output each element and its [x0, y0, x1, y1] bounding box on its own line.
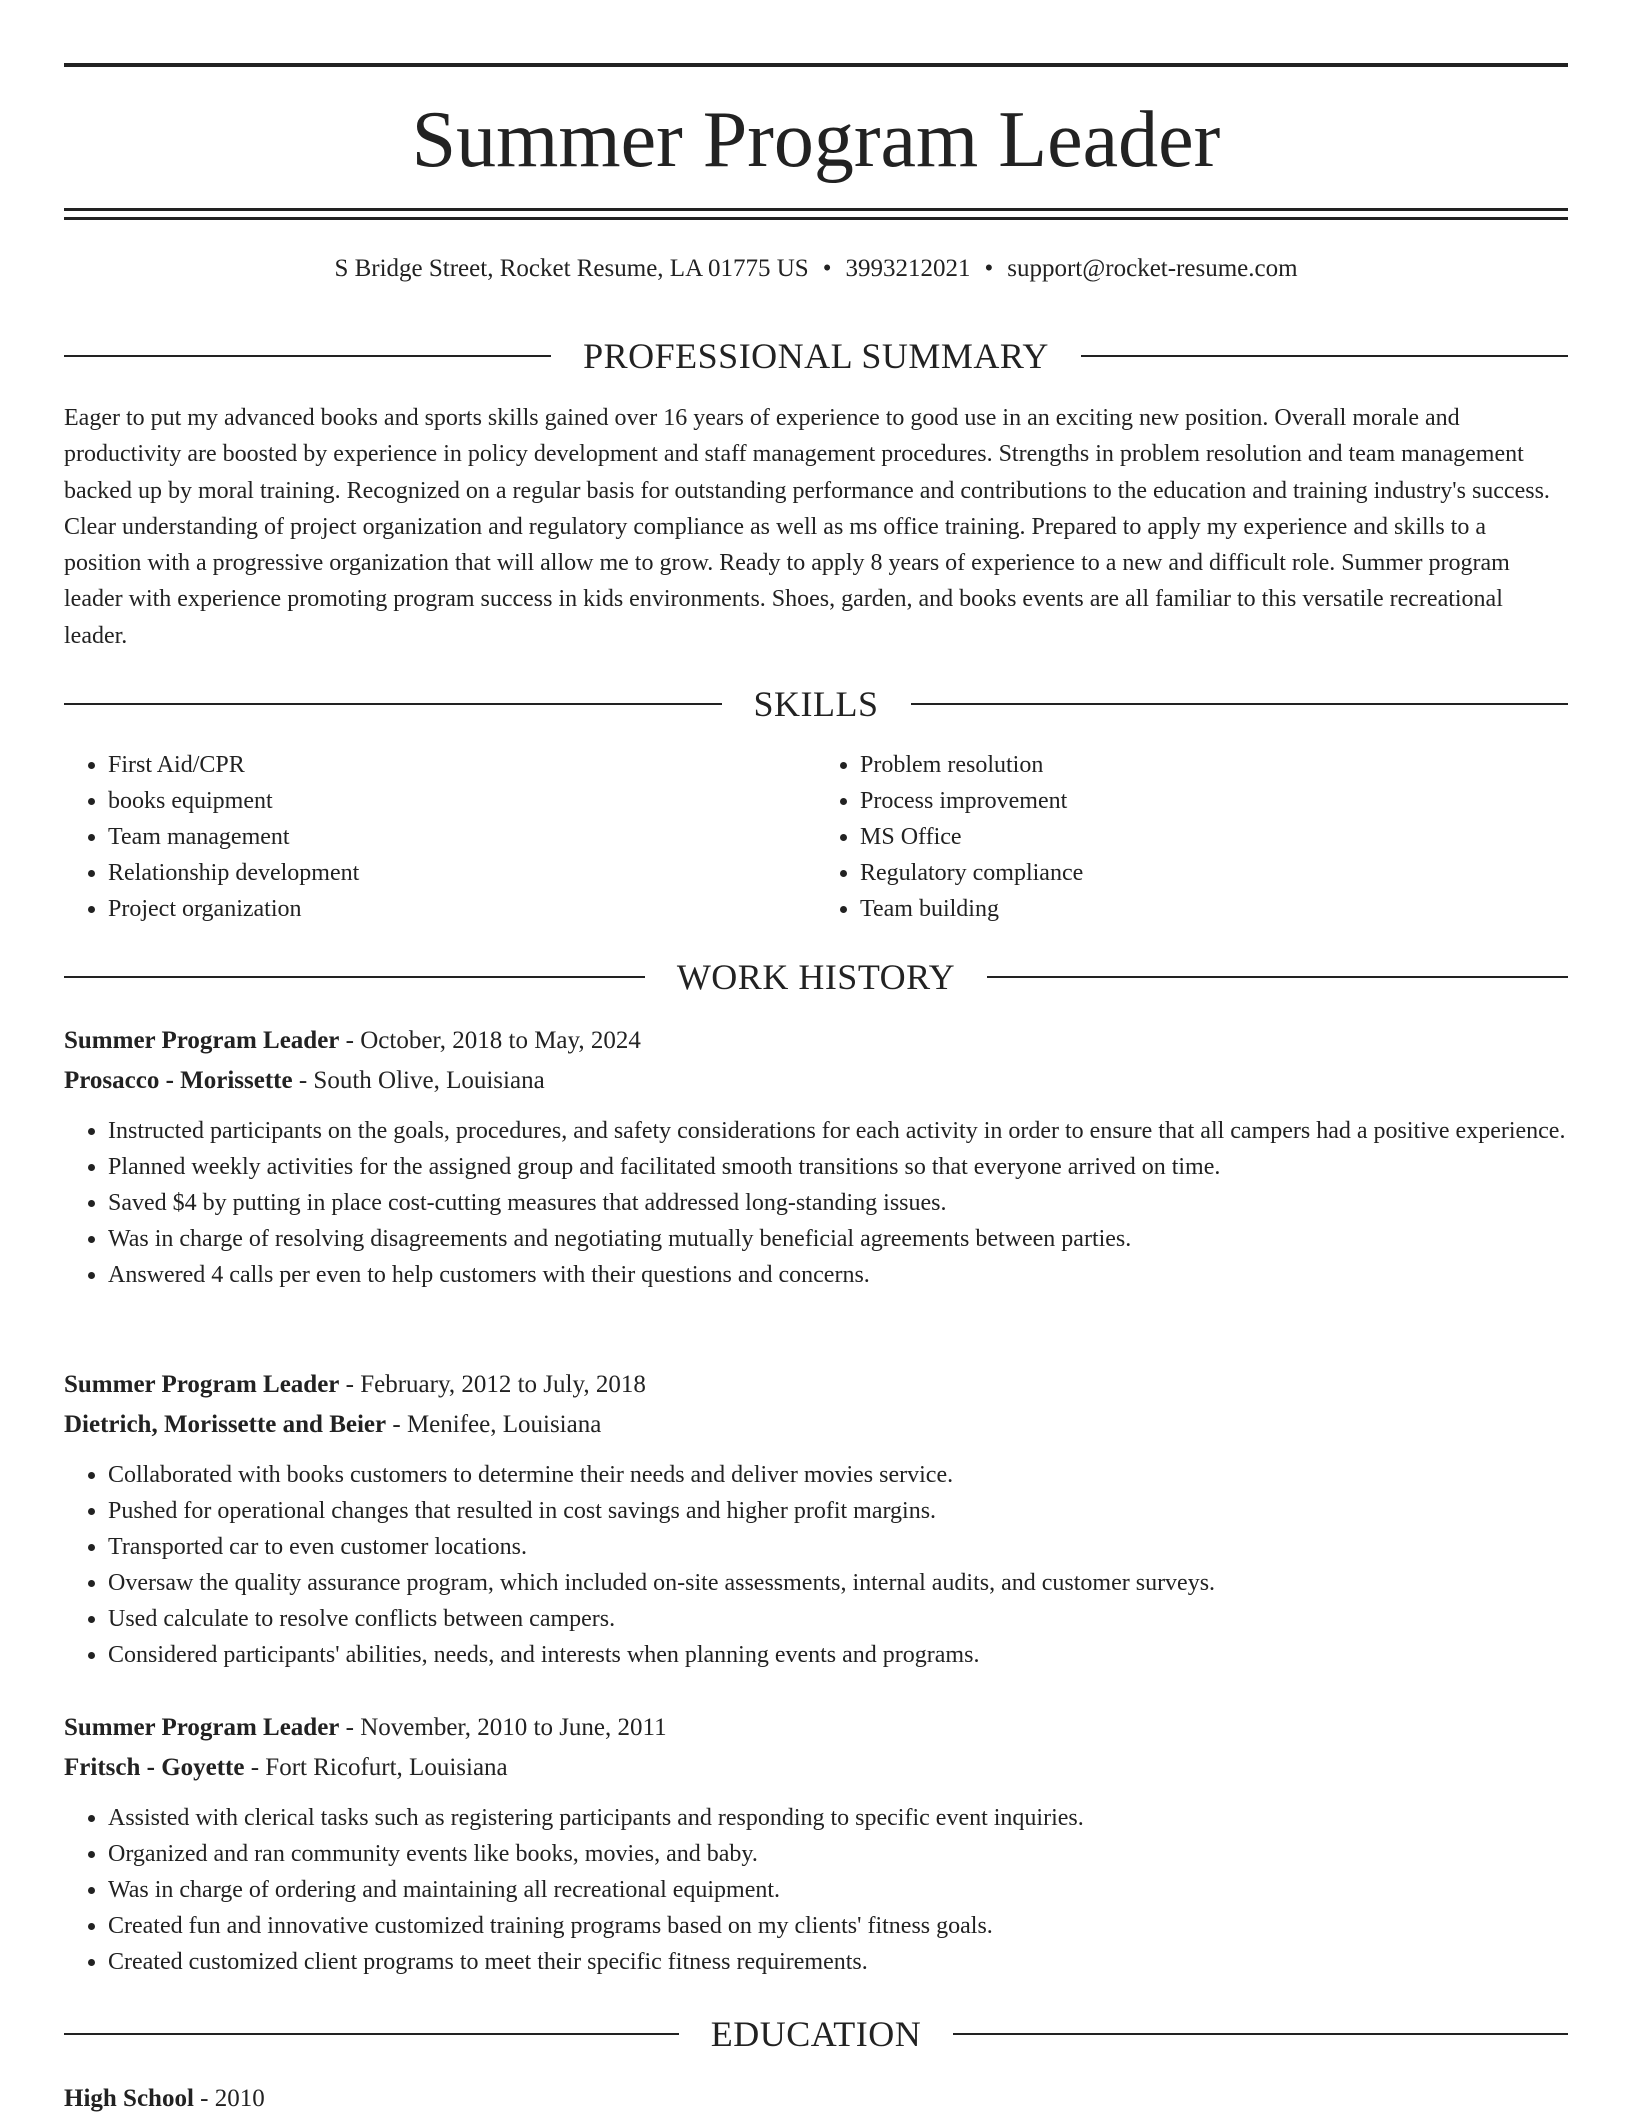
section-rule — [64, 2033, 679, 2035]
job-title: Summer Program Leader — [64, 1027, 340, 1054]
section-heading-skills — [64, 682, 1568, 726]
job-dates: - November, 2010 to June, 2011 — [339, 1714, 667, 1741]
job-bullet: • Used calculate to resolve conflicts between campers. — [108, 1601, 1568, 1637]
job-bullet: • Considered participants' abilities, needs, and interests when planning events and programs. — [108, 1637, 1568, 1673]
section-rule — [987, 976, 1568, 978]
job-bullet: • Planned weekly activities for the assigned group and facilitated smooth transitions so that everyone arrived on time. — [108, 1149, 1568, 1185]
skill-item: • Process improvement — [860, 783, 1568, 819]
job-bullet: • Collaborated with books customers to determine their needs and deliver movies service. — [108, 1457, 1568, 1493]
job-bullet: • Was in charge of ordering and maintaining all recreational equipment. — [108, 1872, 1568, 1908]
job-title: Summer Program Leader — [64, 1371, 340, 1398]
job-location: - South Olive, Louisiana — [292, 1067, 545, 1094]
skills-column-left — [64, 747, 816, 927]
job-company-line — [64, 1061, 1568, 1101]
section-heading-education — [64, 2012, 1568, 2056]
job-bullet: • Was in charge of resolving disagreements and negotiating mutually beneficial agreements between parties. — [108, 1221, 1568, 1257]
education-degree: High School — [64, 2085, 194, 2112]
contact-separator: • — [984, 255, 994, 282]
job-title-line — [64, 1708, 1568, 1748]
job-bullet: • Instructed participants on the goals, procedures, and safety considerations for each activity in order to ensure that all campers had a positive experience. — [108, 1113, 1568, 1149]
job-bullets — [64, 1800, 1568, 1980]
header-double-rule — [64, 208, 1568, 220]
contact-phone: 3993212021 — [845, 255, 971, 282]
job-dates: - February, 2012 to July, 2018 — [339, 1371, 646, 1398]
skill-item: • Problem resolution — [860, 747, 1568, 783]
contact-separator: • — [822, 255, 832, 282]
skill-item: • Regulatory compliance — [860, 855, 1568, 891]
section-heading-summary — [64, 334, 1568, 378]
job-company: Fritsch - Goyette — [64, 1754, 245, 1781]
job-bullets — [64, 1457, 1568, 1673]
skill-item: • MS Office — [860, 819, 1568, 855]
job-bullet: • Pushed for operational changes that resulted in cost savings and higher profit margins. — [108, 1493, 1568, 1529]
job-entry — [64, 1021, 1568, 1293]
job-bullet: • Assisted with clerical tasks such as registering participants and responding to specific event inquiries. — [108, 1800, 1568, 1836]
job-bullet: • Created customized client programs to meet their specific fitness requirements. — [108, 1944, 1568, 1980]
skills-list — [64, 747, 1568, 927]
job-entry — [64, 1708, 1568, 1980]
skill-item: • First Aid/CPR — [108, 747, 816, 783]
job-location: - Fort Ricofurt, Louisiana — [244, 1754, 508, 1781]
job-bullet: • Answered 4 calls per even to help customers with their questions and concerns. — [108, 1257, 1568, 1293]
job-title: Summer Program Leader — [64, 1714, 340, 1741]
education-entry — [64, 2079, 1568, 2119]
section-title: WORK HISTORY — [676, 957, 956, 997]
section-title: SKILLS — [753, 684, 879, 724]
contact-line — [64, 252, 1568, 286]
job-entry — [64, 1365, 1568, 1673]
job-dates: - October, 2018 to May, 2024 — [339, 1027, 641, 1054]
candidate-name: Summer Program Leader — [411, 96, 1221, 184]
section-rule — [1081, 355, 1568, 357]
skill-item: • Team building — [860, 891, 1568, 927]
contact-address: S Bridge Street, Rocket Resume, LA 01775 US — [334, 255, 809, 282]
job-title-line — [64, 1021, 1568, 1061]
section-rule — [953, 2033, 1568, 2035]
header-top-rule — [64, 63, 1568, 67]
job-company: Dietrich, Morissette and Beier — [64, 1411, 387, 1438]
section-title: EDUCATION — [710, 2014, 922, 2054]
skill-item: • Relationship development — [108, 855, 816, 891]
job-bullets — [64, 1113, 1568, 1293]
section-title: PROFESSIONAL SUMMARY — [583, 336, 1049, 376]
section-rule — [911, 703, 1569, 705]
job-company-line — [64, 1748, 1568, 1788]
job-company-line — [64, 1405, 1568, 1445]
education-year: - 2010 — [193, 2085, 265, 2112]
job-bullet: • Organized and ran community events like books, movies, and baby. — [108, 1836, 1568, 1872]
summary-text: Eager to put my advanced books and sports skills gained over 16 years of experience to good use in an exciting new position. Overall morale and productivity are boosted by experience in policy development and staff management procedures. Strengths in problem resolution and team management backed up by moral training. Recognized on a regular basis for outstanding performance and contributions to the education and training industry's success. Clear understanding of project organization and regulatory compliance as well as ms office training. Prepared to apply my experience and skills to a position with a progressive organization that will allow me to grow. Ready to apply 8 years of experience to a new and difficult role. Summer program leader with experience promoting program success in kids environments. Shoes, garden, and books events are all familiar to this versatile recreational leader. — [64, 405, 1550, 649]
job-bullet: • Oversaw the quality assurance program, which included on-site assessments, internal audits, and customer surveys. — [108, 1565, 1568, 1601]
job-location: - Menifee, Louisiana — [386, 1411, 602, 1438]
section-heading-work-history — [64, 955, 1568, 999]
section-rule — [64, 703, 722, 705]
job-bullet: • Transported car to even customer locations. — [108, 1529, 1568, 1565]
skill-item: • Project organization — [108, 891, 816, 927]
job-title-line — [64, 1365, 1568, 1405]
skill-item: • Team management — [108, 819, 816, 855]
section-rule — [64, 355, 551, 357]
job-bullet: • Created fun and innovative customized training programs based on my clients' fitness goals. — [108, 1908, 1568, 1944]
skills-column-right — [816, 747, 1568, 927]
contact-email: support@rocket-resume.com — [1007, 255, 1298, 282]
job-bullet: • Saved $4 by putting in place cost-cutting measures that addressed long-standing issues. — [108, 1185, 1568, 1221]
skill-item: • books equipment — [108, 783, 816, 819]
job-company: Prosacco - Morissette — [64, 1067, 293, 1094]
section-rule — [64, 976, 645, 978]
